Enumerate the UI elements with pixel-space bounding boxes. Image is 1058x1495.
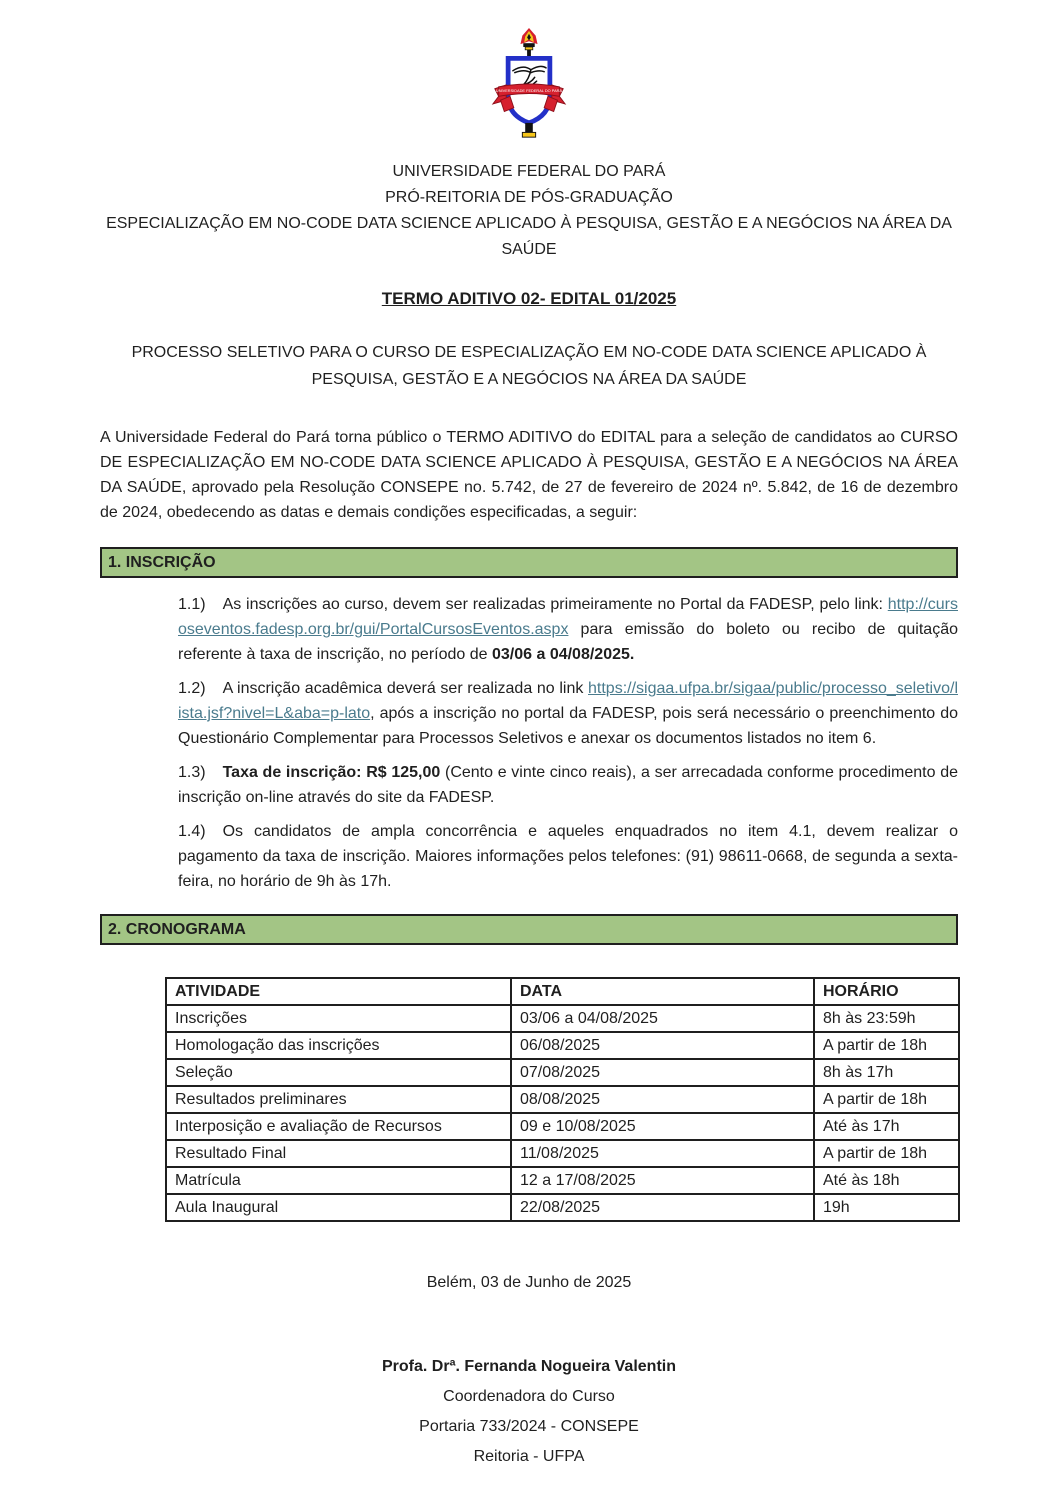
cell-horario: Até às 18h [814, 1167, 959, 1194]
cell-atividade: Matrícula [166, 1167, 511, 1194]
institution-line: ESPECIALIZAÇÃO EM NO-CODE DATA SCIENCE APLICADO À PESQUISA, GESTÃO E A NEGÓCIOS NA ÁREA DA [106, 215, 952, 232]
item-1-1 [178, 592, 958, 667]
table-row [166, 1140, 959, 1167]
cell-atividade: Homologação das inscrições [166, 1032, 511, 1059]
institution-header [100, 159, 958, 263]
table-row [166, 1059, 959, 1086]
item-number: 1.3) [178, 764, 206, 781]
document-subtitle [100, 339, 958, 393]
item-1-2 [178, 676, 958, 751]
table-row [166, 1113, 959, 1140]
institution-line: UNIVERSIDADE FEDERAL DO PARÁ [392, 163, 666, 180]
crest-banner-text: UNIVERSIDADE FEDERAL DO PARÁ [495, 88, 563, 94]
table-header-row [166, 978, 959, 1005]
cell-data: 12 a 17/08/2025 [511, 1167, 814, 1194]
item-text: As inscrições ao curso, devem ser realizadas primeiramente no Portal da FADESP, pelo link: [222, 596, 888, 613]
item-text: , após a inscrição no portal da FADESP, pois será necessário o preenchimento do Questionário Complementar para Processos Seletivos e anexar os documentos listados no item 6. [178, 705, 958, 747]
cell-data: 07/08/2025 [511, 1059, 814, 1086]
item-1-4 [178, 819, 958, 894]
table-row [166, 1194, 959, 1221]
institution-line: SAÚDE [501, 241, 557, 258]
cronograma-table [165, 977, 960, 1222]
item-number: 1.1) [178, 596, 206, 613]
intro-paragraph: A Universidade Federal do Pará torna público o TERMO ADITIVO do EDITAL para a seleção de candidatos ao CURSO DE ESPECIALIZAÇÃO EM NO-CODE DATA SCIENCE APLICADO À PESQUISA, GESTÃO E A NEGÓCIOS NA ÁREA DA SAÚDE, aprovado pela Resolução CONSEPE no. 5.742, de 27 de fevereiro de 2024 nº. 5.842, de 16 de dezembro de 2024, obedecendo as datas e demais condições especificadas, a seguir: [100, 429, 958, 521]
sigaa-link[interactable]: https://sigaa.ufpa.br/sigaa/public/processo_seletivo/lista.jsf?nivel=L&aba=p-lato [178, 680, 958, 722]
cell-horario: 8h às 17h [814, 1059, 959, 1086]
cell-atividade: Aula Inaugural [166, 1194, 511, 1221]
signature-org: Reitoria - UFPA [473, 1448, 585, 1465]
subtitle-line: PESQUISA, GESTÃO E A NEGÓCIOS NA ÁREA DA SAÚDE [311, 371, 747, 388]
col-header-data: DATA [511, 978, 814, 1005]
cell-horario: 8h às 23:59h [814, 1005, 959, 1032]
cell-horario: 19h [814, 1194, 959, 1221]
col-header-atividade: ATIVIDADE [166, 978, 511, 1005]
cell-data: 09 e 10/08/2025 [511, 1113, 814, 1140]
ufpa-crest-icon [481, 28, 577, 140]
table-row [166, 1005, 959, 1032]
signature-role: Coordenadora do Curso [443, 1388, 615, 1405]
cell-data: 22/08/2025 [511, 1194, 814, 1221]
place-date: Belém, 03 de Junho de 2025 [426, 1274, 632, 1291]
item-text: A inscrição acadêmica deverá ser realizada no link [222, 680, 588, 697]
ufpa-crest [100, 28, 958, 145]
subtitle-line: PROCESSO SELETIVO PARA O CURSO DE ESPECIALIZAÇÃO EM NO-CODE DATA SCIENCE APLICADO À [131, 344, 927, 361]
cell-data: 08/08/2025 [511, 1086, 814, 1113]
item-text: Os candidatos de ampla concorrência e aqueles enquadrados no item 4.1, devem realizar o pagamento da taxa de inscrição. Maiores informações pelos telefones: (91) 98611-0668, de segunda a sexta-feira, no horário de 9h às 17h. [178, 823, 958, 890]
inscricao-items [100, 592, 958, 894]
institution-line: PRÓ-REITORIA DE PÓS-GRADUAÇÃO [385, 189, 673, 206]
item-bold-dates: 03/06 a 04/08/2025. [491, 646, 635, 663]
cell-horario: A partir de 18h [814, 1086, 959, 1113]
cell-atividade: Seleção [166, 1059, 511, 1086]
item-1-3 [178, 760, 958, 810]
cell-data: 11/08/2025 [511, 1140, 814, 1167]
cell-data: 03/06 a 04/08/2025 [511, 1005, 814, 1032]
table-row [166, 1032, 959, 1059]
item-bold-fee: Taxa de inscrição: R$ 125,00 [222, 764, 441, 781]
cell-atividade: Inscrições [166, 1005, 511, 1032]
cell-horario: A partir de 18h [814, 1140, 959, 1167]
cell-horario: A partir de 18h [814, 1032, 959, 1059]
signature-block [100, 1352, 958, 1472]
signature-name: Profa. Drª. Fernanda Nogueira Valentin [382, 1358, 676, 1375]
cell-data: 06/08/2025 [511, 1032, 814, 1059]
section-header-inscricao: 1. INSCRIÇÃO [100, 547, 958, 578]
fadesp-portal-link[interactable]: http://cursoseventos.fadesp.org.br/gui/PortalCursosEventos.aspx [178, 596, 958, 638]
cell-atividade: Resultado Final [166, 1140, 511, 1167]
signature-portaria: Portaria 733/2024 - CONSEPE [419, 1418, 639, 1435]
cell-atividade: Resultados preliminares [166, 1086, 511, 1113]
item-number: 1.2) [178, 680, 206, 697]
table-row [166, 1167, 959, 1194]
section-header-cronograma: 2. CRONOGRAMA [100, 914, 958, 945]
item-text: para emissão do boleto ou recibo de quitação referente à taxa de inscrição, no período de [178, 621, 958, 663]
col-header-horario: HORÁRIO [814, 978, 959, 1005]
cell-horario: Até às 17h [814, 1113, 959, 1140]
item-number: 1.4) [178, 823, 206, 840]
item-text: (Cento e vinte cinco reais), a ser arrecadada conforme procedimento de inscrição on-line através do site da FADESP. [178, 764, 958, 806]
cell-atividade: Interposição e avaliação de Recursos [166, 1113, 511, 1140]
document-title: TERMO ADITIVO 02- EDITAL 01/2025 [381, 289, 677, 308]
table-row [166, 1086, 959, 1113]
